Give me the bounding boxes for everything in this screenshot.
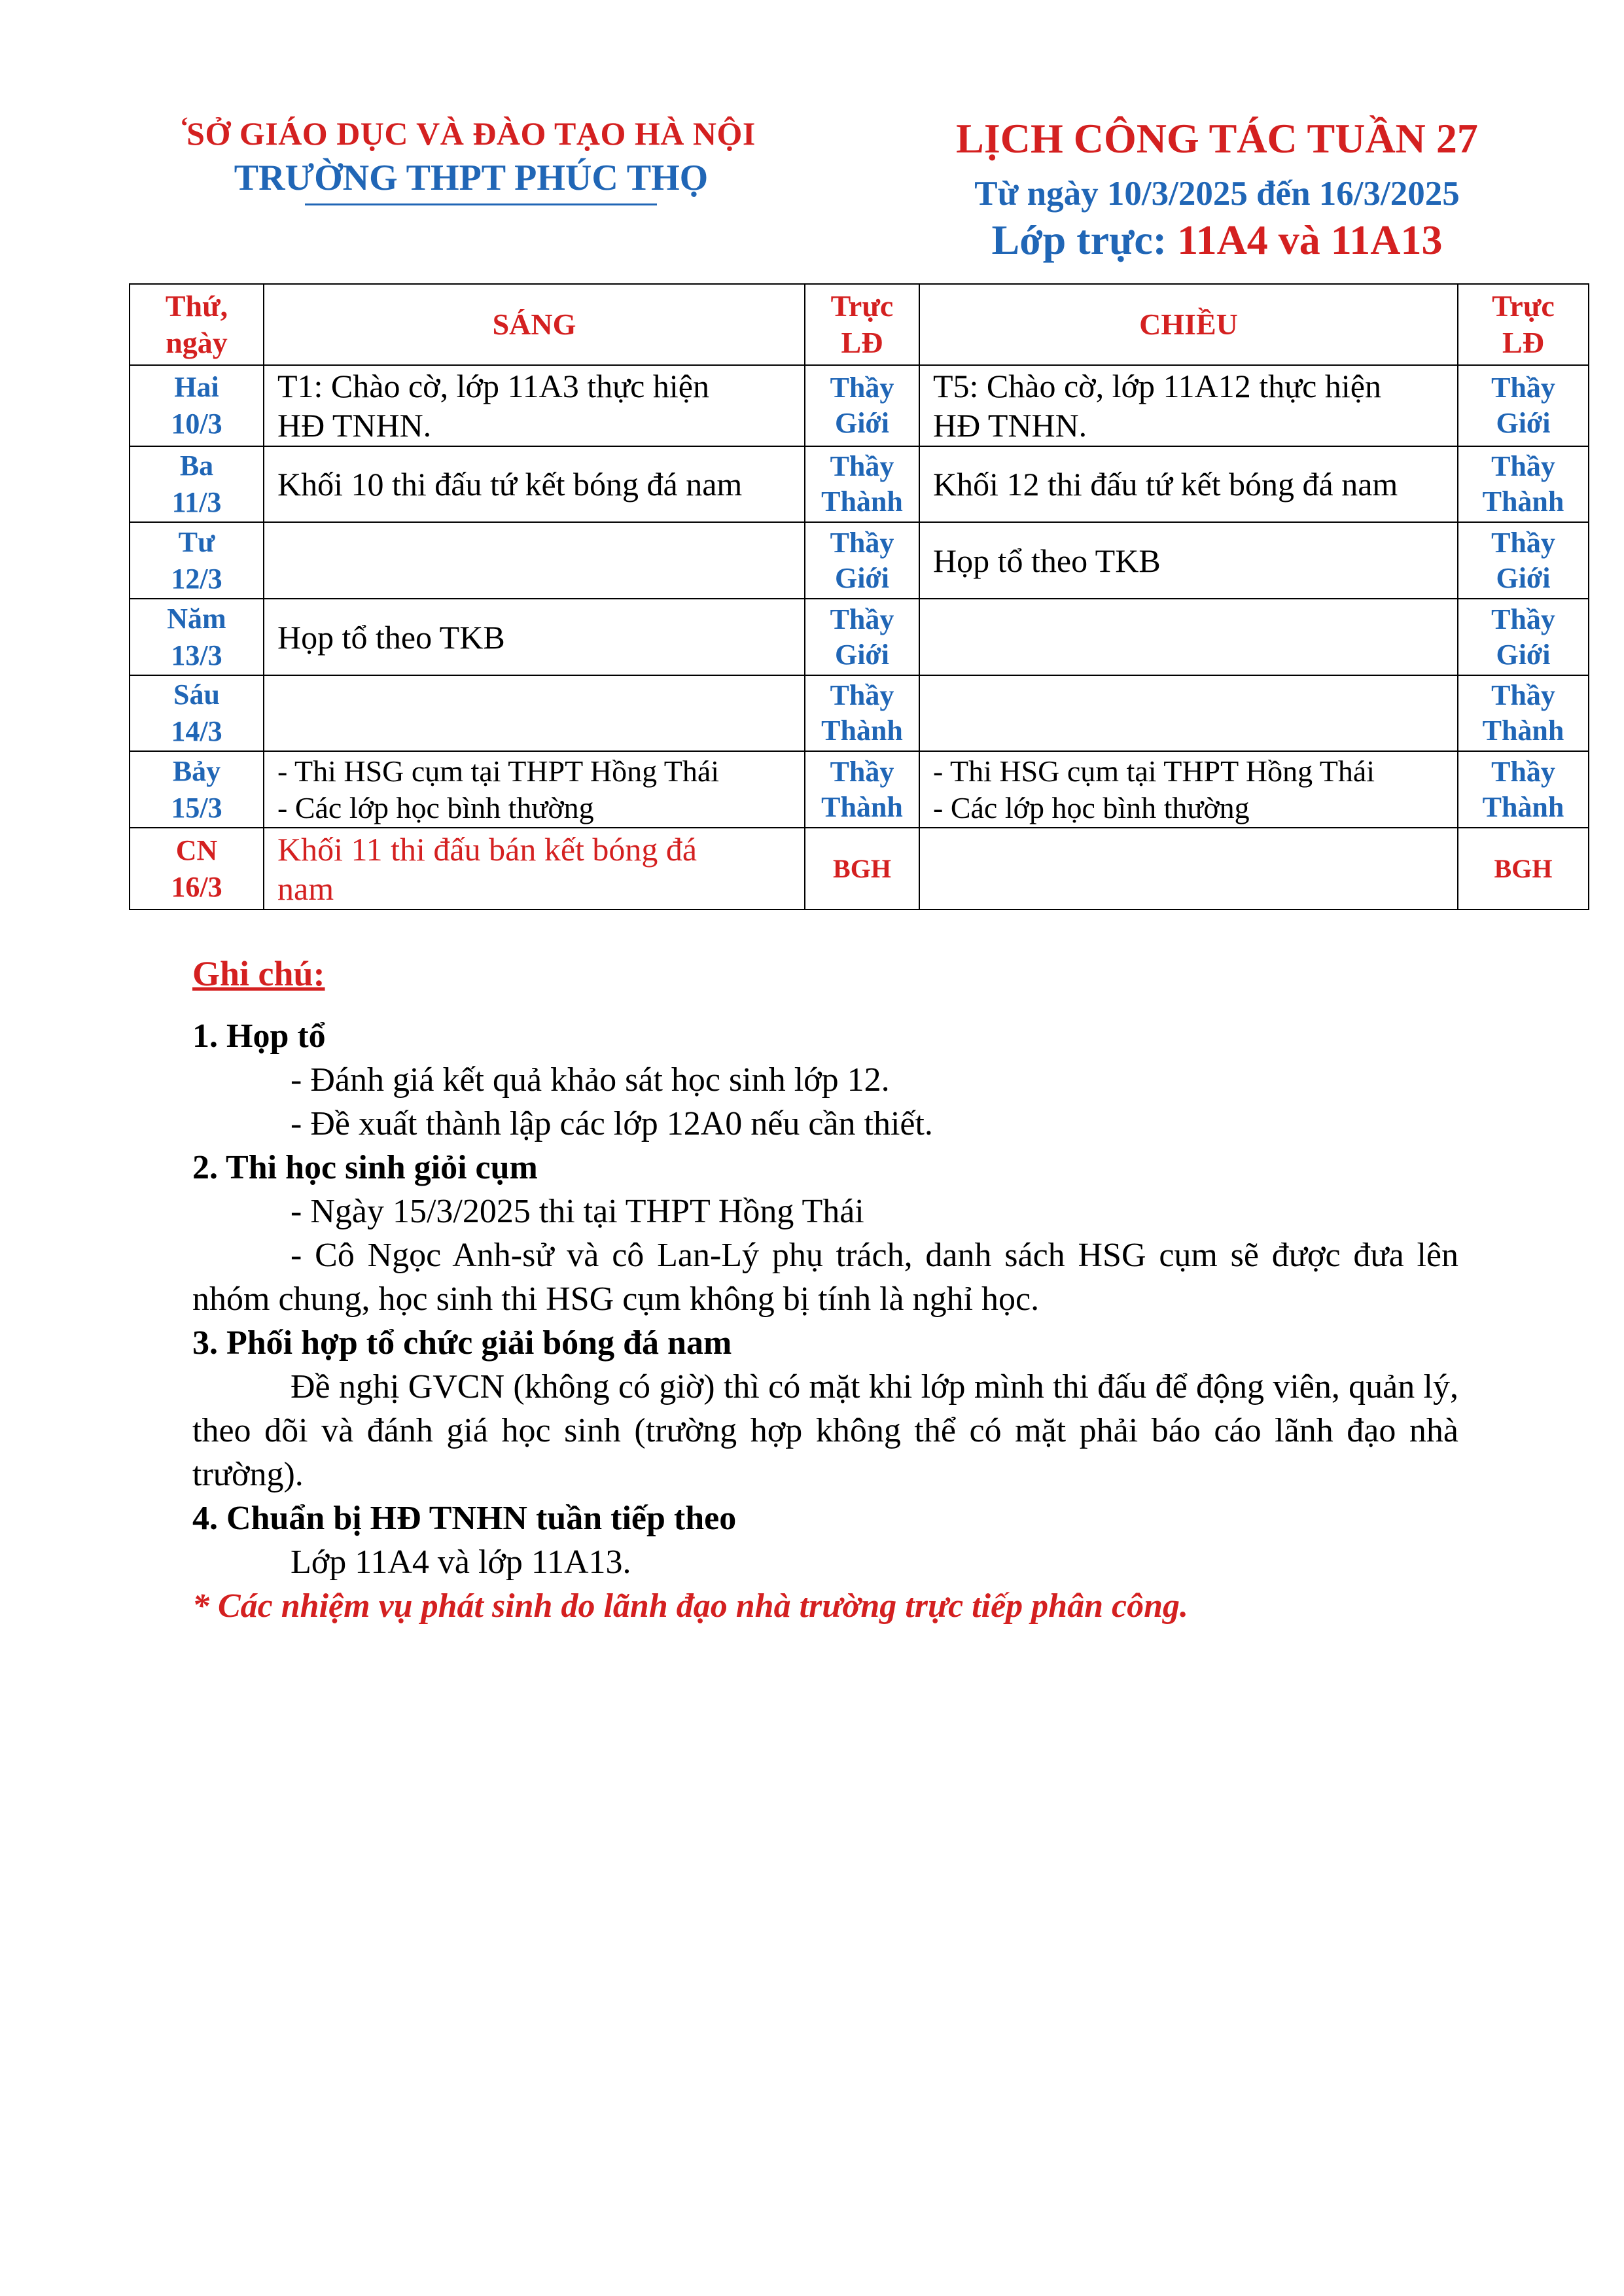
duty-morning-cell: Thầy Thành	[805, 751, 919, 828]
date-range: Từ ngày 10/3/2025 đến 16/3/2025	[974, 175, 1460, 213]
note-heading-4: 4. Chuẩn bị HĐ TNHN tuần tiếp theo	[192, 1500, 737, 1537]
duty-class	[890, 216, 1544, 264]
department-name	[167, 111, 775, 152]
table-row	[130, 446, 1589, 522]
note-line: - Đề xuất thành lập các lớp 12A0 nếu cần thiết.	[291, 1105, 933, 1142]
header-afternoon: CHIỀU	[919, 284, 1458, 365]
note-line: Lớp 11A4 và lớp 11A13.	[291, 1544, 631, 1581]
duty-afternoon-cell: Thầy Thành	[1458, 751, 1589, 828]
afternoon-cell: Khối 12 thi đấu tứ kết bóng đá nam	[919, 446, 1458, 522]
duty-morning-cell: Thầy Giới	[805, 365, 919, 446]
day-cell: Ba 11/3	[130, 446, 264, 522]
table-row	[130, 522, 1589, 599]
duty-class-label: Lớp trực:	[991, 217, 1178, 263]
note-line: Đề nghị GVCN (không có giờ) thì có mặt khi lớp mình thi đấu để động viên, quản lý, theo dõi và đánh giá học sinh (trường hợp không thể có mặt phải báo cáo lãnh đạo nhà trường).	[192, 1368, 1458, 1493]
school-underline	[305, 203, 657, 205]
final-note: * Các nhiệm vụ phát sinh do lãnh đạo nhà trường trực tiếp phân công.	[192, 1587, 1188, 1625]
header-duty-morning: Trực LĐ	[805, 284, 919, 365]
note-heading-2: 2. Thi học sinh giỏi cụm	[192, 1149, 538, 1186]
table-row	[130, 599, 1589, 675]
afternoon-cell	[919, 675, 1458, 751]
duty-afternoon-cell: Thầy Thành	[1458, 446, 1589, 522]
notes-section	[192, 952, 1458, 1628]
schedule-table	[129, 283, 1589, 910]
afternoon-cell: Họp tổ theo TKB	[919, 522, 1458, 599]
morning-cell	[264, 522, 805, 599]
school-name: TRƯỜNG THPT PHÚC THỌ	[234, 158, 709, 198]
note-heading-1: 1. Họp tổ	[192, 1017, 326, 1055]
page-title: LỊCH CÔNG TÁC TUẦN 27	[956, 115, 1478, 162]
duty-morning-cell: Thầy Thành	[805, 446, 919, 522]
day-cell: Năm 13/3	[130, 599, 264, 675]
day-cell: Sáu 14/3	[130, 675, 264, 751]
day-cell: Hai 10/3	[130, 365, 264, 446]
duty-class-value: 11A4 và 11A13	[1177, 217, 1443, 263]
header-day: Thứ, ngày	[130, 284, 264, 365]
note-heading-3: 3. Phối hợp tổ chức giải bóng đá nam	[192, 1324, 732, 1362]
duty-afternoon-cell: Thầy Thành	[1458, 675, 1589, 751]
duty-morning-cell: BGH	[805, 828, 919, 910]
duty-afternoon-cell: Thầy Giới	[1458, 599, 1589, 675]
afternoon-cell: - Thi HSG cụm tại THPT Hồng Thái - Các lớp học bình thường	[919, 751, 1458, 828]
notes-title: Ghi chú:	[192, 954, 325, 993]
duty-afternoon-cell: Thầy Giới	[1458, 522, 1589, 599]
note-line: - Đánh giá kết quả khảo sát học sinh lớp 12.	[291, 1061, 890, 1099]
duty-morning-cell: Thầy Giới	[805, 599, 919, 675]
table-row	[130, 751, 1589, 828]
table-row	[130, 675, 1589, 751]
duty-afternoon-cell: Thầy Giới	[1458, 365, 1589, 446]
morning-cell: Khối 11 thi đấu bán kết bóng đá nam	[264, 828, 805, 910]
table-row	[130, 828, 1589, 910]
morning-cell: Khối 10 thi đấu tứ kết bóng đá nam	[264, 446, 805, 522]
table-row	[130, 365, 1589, 446]
duty-morning-cell: Thầy Thành	[805, 675, 919, 751]
header-duty-afternoon: Trực LĐ	[1458, 284, 1589, 365]
header-morning: SÁNG	[264, 284, 805, 365]
day-cell: CN 16/3	[130, 828, 264, 910]
duty-afternoon-cell: BGH	[1458, 828, 1589, 910]
afternoon-cell: T5: Chào cờ, lớp 11A12 thực hiện HĐ TNHN.	[919, 365, 1458, 446]
afternoon-cell	[919, 599, 1458, 675]
day-cell: Tư 12/3	[130, 522, 264, 599]
note-line: - Cô Ngọc Anh-sử và cô Lan-Lý phụ trách, danh sách HSG cụm sẽ được đưa lên nhóm chung, học sinh thi HSG cụm không bị tính là nghỉ học.	[192, 1237, 1458, 1318]
afternoon-cell	[919, 828, 1458, 910]
morning-cell: Họp tổ theo TKB	[264, 599, 805, 675]
morning-cell	[264, 675, 805, 751]
table-header-row	[130, 284, 1589, 365]
tick-mark: ‘	[180, 111, 189, 141]
duty-morning-cell: Thầy Giới	[805, 522, 919, 599]
note-line: - Ngày 15/3/2025 thi tại THPT Hồng Thái	[291, 1193, 864, 1230]
department-text: SỞ GIÁO DỤC VÀ ĐÀO TẠO HÀ NỘI	[186, 115, 756, 152]
day-cell: Bảy 15/3	[130, 751, 264, 828]
morning-cell: - Thi HSG cụm tại THPT Hồng Thái - Các lớp học bình thường	[264, 751, 805, 828]
morning-cell: T1: Chào cờ, lớp 11A3 thực hiện HĐ TNHN.	[264, 365, 805, 446]
